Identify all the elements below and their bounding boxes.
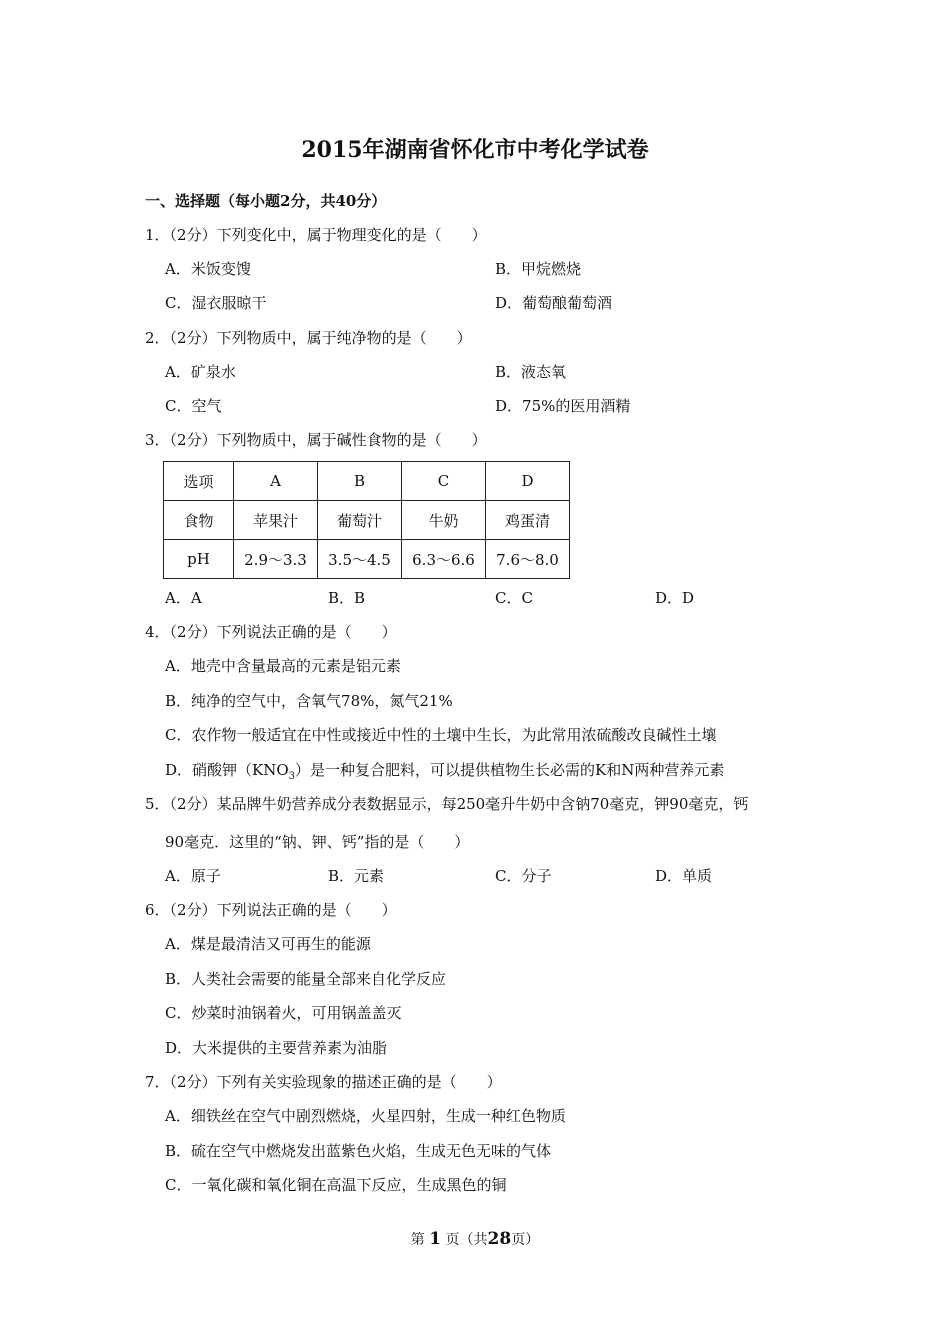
q3-option-b: B．B xyxy=(328,589,366,607)
page-footer xyxy=(0,1229,950,1249)
question-5-stem-line-1: 5．（2分）某品牌牛奶营养成分表数据显示，每250毫升牛奶中含钠70毫克，钾90毫克，钙 xyxy=(145,795,749,813)
table-cell: 苹果汁 xyxy=(234,501,318,540)
q6-option-a: A．煤是最清洁又可再生的能源 xyxy=(165,935,371,953)
table-row xyxy=(164,540,570,579)
q1-option-c: C．湿衣服晾干 xyxy=(165,294,267,312)
q5-option-a: A．原子 xyxy=(165,867,221,885)
question-7-stem: 7．（2分）下列有关实验现象的描述正确的是（ ） xyxy=(145,1073,502,1091)
question-3-stem: 3．（2分）下列物质中，属于碱性食物的是（ ） xyxy=(145,431,487,449)
q5-option-c: C．分子 xyxy=(495,867,552,885)
q4-option-d xyxy=(165,759,724,782)
q4-option-b: B．纯净的空气中，含氧气78%，氮气21% xyxy=(165,692,453,710)
table-cell: 食物 xyxy=(164,501,234,540)
table-row xyxy=(164,501,570,540)
table-cell: D xyxy=(486,462,570,501)
q7-option-b: B．硫在空气中燃烧发出蓝紫色火焰，生成无色无味的气体 xyxy=(165,1142,552,1160)
q4-option-a: A．地壳中含量最高的元素是铝元素 xyxy=(165,657,401,675)
q2-option-a: A．矿泉水 xyxy=(165,363,236,381)
table-cell: 鸡蛋清 xyxy=(486,501,570,540)
footer-middle: 页（共 xyxy=(445,1232,488,1248)
q4-option-d-text-2: ）是一种复合肥料，可以提供植物生长必需的K和N两种营养元素 xyxy=(295,761,725,779)
table-cell: 牛奶 xyxy=(402,501,486,540)
table-cell: 7.6～8.0 xyxy=(486,540,570,579)
q5-option-b: B．元素 xyxy=(328,867,385,885)
question-5-stem-line-2: 90毫克．这里的“钠、钾、钙”指的是（ ） xyxy=(165,833,470,851)
q7-option-a: A．细铁丝在空气中剧烈燃烧，火星四射，生成一种红色物质 xyxy=(165,1107,566,1125)
page-number: 1 xyxy=(429,1229,442,1249)
q4-option-d-subscript: 3 xyxy=(288,771,296,782)
table-cell: 葡萄汁 xyxy=(318,501,402,540)
q1-option-a: A．米饭变馊 xyxy=(165,260,251,278)
table-cell: A xyxy=(234,462,318,501)
table-row xyxy=(164,462,570,501)
question-6-stem: 6．（2分）下列说法正确的是（ ） xyxy=(145,901,397,919)
q2-option-d: D．75%的医用酒精 xyxy=(495,397,631,415)
q1-option-d: D．葡萄酿葡萄酒 xyxy=(495,294,613,312)
footer-suffix: 页） xyxy=(511,1232,540,1248)
q1-option-b: B．甲烷燃烧 xyxy=(495,260,582,278)
q3-option-d: D．D xyxy=(655,589,695,607)
q6-option-d: D．大米提供的主要营养素为油脂 xyxy=(165,1039,388,1057)
table-cell: 3.5～4.5 xyxy=(318,540,402,579)
table-cell: 2.9～3.3 xyxy=(234,540,318,579)
q6-option-b: B．人类社会需要的能量全部来自化学反应 xyxy=(165,970,447,988)
page-title: 2015年湖南省怀化市中考化学试卷 xyxy=(301,137,649,163)
section-heading: 一、选择题（每小题2分，共40分） xyxy=(145,192,387,210)
q7-option-c: C．一氧化碳和氧化铜在高温下反应，生成黑色的铜 xyxy=(165,1176,507,1194)
footer-prefix: 第 xyxy=(410,1232,425,1248)
table-cell: 6.3～6.6 xyxy=(402,540,486,579)
total-pages: 28 xyxy=(487,1229,512,1249)
q4-option-d-text-1: D．硝酸钾（KNO xyxy=(165,761,289,779)
table-cell: pH xyxy=(164,540,234,579)
table-cell: B xyxy=(318,462,402,501)
q3-option-c: C．C xyxy=(495,589,533,607)
question-2-stem: 2．（2分）下列物质中，属于纯净物的是（ ） xyxy=(145,329,472,347)
table-cell: C xyxy=(402,462,486,501)
question-4-stem: 4．（2分）下列说法正确的是（ ） xyxy=(145,623,397,641)
q4-option-c: C．农作物一般适宜在中性或接近中性的土壤中生长，为此常用浓硫酸改良碱性土壤 xyxy=(165,726,717,744)
q5-option-d: D．单质 xyxy=(655,867,713,885)
q6-option-c: C．炒菜时油锅着火，可用锅盖盖灭 xyxy=(165,1004,402,1022)
table-cell: 选项 xyxy=(164,462,234,501)
ph-table xyxy=(163,461,570,579)
q2-option-b: B．液态氧 xyxy=(495,363,567,381)
question-1-stem: 1．（2分）下列变化中，属于物理变化的是（ ） xyxy=(145,226,487,244)
q2-option-c: C．空气 xyxy=(165,397,222,415)
q3-option-a: A．A xyxy=(165,589,202,607)
